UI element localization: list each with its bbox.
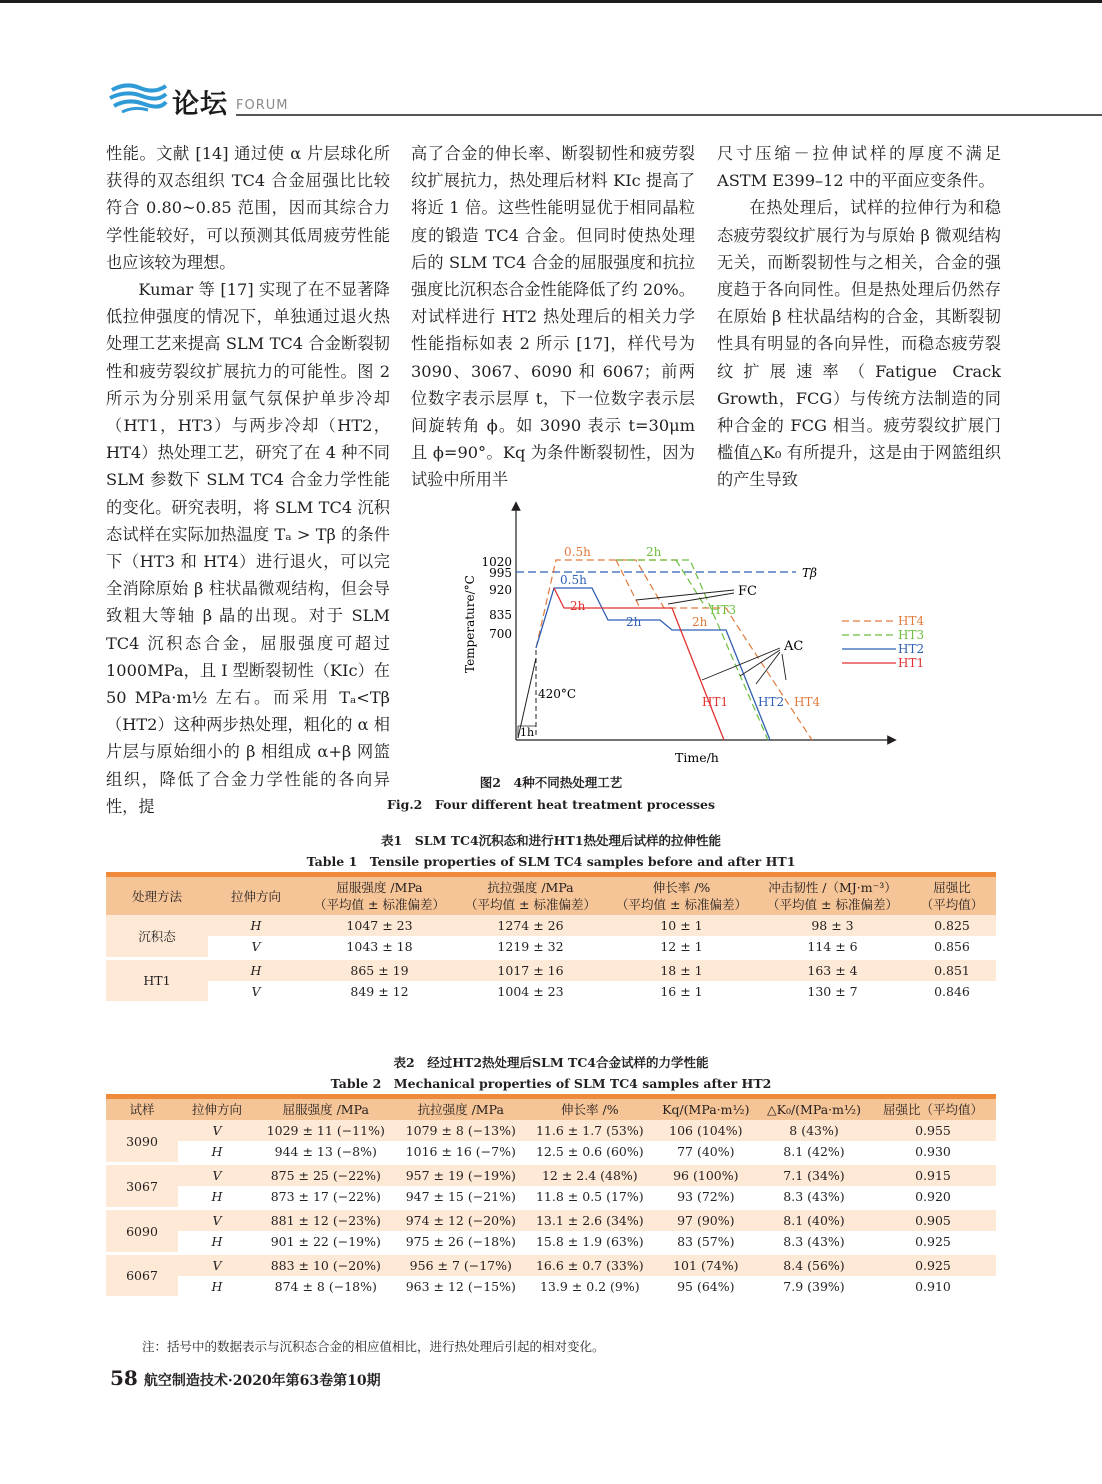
table-cell: 98 ± 3 [757, 915, 908, 936]
table-cell: 12 ± 1 [606, 936, 757, 959]
table-header: 抗拉强度 /MPa （平均值 ± 标准偏差） [455, 875, 606, 916]
table-cell: 101 (74%) [654, 1254, 758, 1277]
ht3-label: HT3 [710, 603, 737, 617]
table-cell: 0.910 [870, 1276, 996, 1297]
table-header: 伸长率 /% [526, 1097, 654, 1121]
table-cell: 947 ± 15 (−21%) [396, 1186, 526, 1209]
table-cell: 944 ± 13 (−8%) [256, 1141, 396, 1164]
table-cell: H [208, 959, 304, 982]
table-cell: 8.3 (43%) [758, 1231, 870, 1254]
table-cell: 874 ± 8 (−18%) [256, 1276, 396, 1297]
table-header: 处理方法 [106, 875, 208, 916]
table-cell: V [178, 1164, 256, 1187]
heat-treatment-figure [440, 498, 960, 818]
table-cell: 0.851 [908, 959, 996, 982]
table-cell: 875 ± 25 (−22%) [256, 1164, 396, 1187]
table-header: 抗拉强度 /MPa [396, 1097, 526, 1121]
y-axis-label: Temperature/°C [463, 575, 477, 673]
t-beta-label: Tβ [802, 566, 817, 580]
table-cell: 16 ± 1 [606, 981, 757, 1002]
table-cell: 1029 ± 11 (−11%) [256, 1120, 396, 1141]
table1-caption-cn: 表1 SLM TC4沉积态和进行HT1热处理后试样的拉伸性能 [381, 833, 721, 848]
table-cell: 12 ± 2.4 (48%) [526, 1164, 654, 1187]
paragraph: 在热处理后，试样的拉伸行为和稳态疲劳裂纹扩展行为与原始 β 微观结构无关，而断裂韧性与之相关，合金的强度趋于各向同性。但是热处理后仍然存在原始 β 柱状晶结构的合金，其断裂韧性具有明显的各向异性，而稳态疲劳裂纹扩展速率（Fatigue Crack Growth，FCG）与传统方法制造的同种合金的 FCG 相当。疲劳裂纹扩展门槛值△K₀ 有所提升，这是由于网篮组织的产生导致 [717, 198, 1001, 490]
table-cell: 106 (104%) [654, 1120, 758, 1141]
table-cell: 8.4 (56%) [758, 1254, 870, 1277]
table-cell: 11.8 ± 0.5 (17%) [526, 1186, 654, 1209]
table-cell: 881 ± 12 (−23%) [256, 1209, 396, 1232]
dwell-05h-label: 0.5h [564, 545, 591, 559]
group-cell: 6067 [106, 1254, 178, 1298]
table-cell: H [178, 1231, 256, 1254]
table-cell: 975 ± 26 (−18%) [396, 1231, 526, 1254]
page-footer [110, 1366, 381, 1390]
table-cell: 0.925 [870, 1254, 996, 1277]
table-header: 冲击韧性 /（MJ·m⁻³） （平均值 ± 标准偏差） [757, 875, 908, 916]
ac-pointer [782, 654, 786, 680]
table-header: 拉伸方向 [178, 1097, 256, 1121]
text-column-3 [717, 140, 1001, 494]
table-cell: 10 ± 1 [606, 915, 757, 936]
table-cell: 95 (64%) [654, 1276, 758, 1297]
table-cell: V [178, 1254, 256, 1277]
table2-body [106, 1120, 996, 1297]
table-row [106, 1254, 996, 1277]
page-number: 58 [110, 1366, 138, 1390]
group-cell: 3090 [106, 1120, 178, 1164]
table-cell: 77 (40%) [654, 1141, 758, 1164]
table-cell: 1079 ± 8 (−13%) [396, 1120, 526, 1141]
table1-caption-en: Table 1 Tensile properties of SLM TC4 samples before and after HT1 [306, 854, 796, 869]
table-cell: 0.955 [870, 1120, 996, 1141]
table-cell: V [208, 981, 304, 1002]
header-rule [236, 114, 1102, 116]
y-tick-label: 995 [489, 566, 512, 580]
table-cell: 8.1 (42%) [758, 1141, 870, 1164]
table-header: Kq/(MPa·m½) [654, 1097, 758, 1121]
ht1-end-label: HT1 [702, 695, 729, 709]
table-cell: 7.9 (39%) [758, 1276, 870, 1297]
table-header: 屈服强度 /MPa [256, 1097, 396, 1121]
table2-caption-en: Table 2 Mechanical properties of SLM TC4 samples after HT2 [330, 1076, 772, 1091]
table-cell: 13.1 ± 2.6 (34%) [526, 1209, 654, 1232]
table-cell: H [178, 1276, 256, 1297]
table-cell: 956 ± 7 (−17%) [396, 1254, 526, 1277]
table-row [106, 1209, 996, 1232]
text-column-2 [411, 140, 695, 494]
table-cell: 18 ± 1 [606, 959, 757, 982]
ac-pointer [740, 650, 780, 676]
ht4-end-label: HT4 [794, 695, 821, 709]
table-cell: 865 ± 19 [304, 959, 455, 982]
dwell-2h-label-blue: 2h [626, 615, 642, 629]
legend-label: HT2 [898, 642, 925, 656]
table1 [106, 872, 996, 1004]
ac-label: AC [784, 639, 804, 654]
table-cell: 130 ± 7 [757, 981, 908, 1002]
dwell-05h-label-blue: 0.5h [560, 573, 587, 587]
table-header: 屈服强度 /MPa （平均值 ± 标准偏差） [304, 875, 455, 916]
table-row [106, 981, 996, 1002]
table-cell: 93 (72%) [654, 1186, 758, 1209]
table2-caption-cn: 表2 经过HT2热处理后SLM TC4合金试样的力学性能 [393, 1055, 709, 1070]
table-cell: H [208, 915, 304, 936]
paragraph: 性能。文献 [14] 通过使 α 片层球化所获得的双态组织 TC4 合金屈强比比较符合 0.80~0.85 范围，因而其综合力学性能较好，可以预测其低周疲劳性能也应该较为理想。 [106, 144, 390, 272]
text-column-1 [106, 140, 390, 820]
table-cell: 15.8 ± 1.9 (63%) [526, 1231, 654, 1254]
table-cell: 0.825 [908, 915, 996, 936]
table-header-row [106, 1097, 996, 1121]
table-row [106, 936, 996, 959]
table-header: 试样 [106, 1097, 178, 1121]
paragraph: Kumar 等 [17] 实现了在不显著降低拉伸强度的情况下，单独通过退火热处理工艺来提高 SLM TC4 合金断裂韧性和疲劳裂纹扩展抗力的可能性。图 2 所示为分别采用氩气氛保护单步冷却（HT1，HT3）与两步冷却（HT2，HT4）热处理工艺，研究了在 4 种不同 SLM 参数下 SLM TC4 合金力学性能的变化。研究表明，将 SLM TC4 沉积态试样在实际加热温度 Tₐ > Tβ 的条件下（HT3 和 HT4）进行退火，可以完全消除原始 β 柱状晶微观结构，但会导致粗大等轴 β 晶的出现。对于 SLM TC4 沉积态合金，屈服强度可超过 1000MPa，且 I 型断裂韧性（KIc）在 50 MPa·m½ 左右。而采用 Tₐ<Tβ（HT2）这种两步热处理，粗化的 α 相片层与原始细小的 β 相组成 α+β 网篮组织，降低了合金力学性能的各向异性，提 [106, 280, 390, 816]
dwell-2h-label: 2h [646, 545, 662, 559]
x-axis-label: Time/h [675, 750, 719, 765]
table-cell: 11.6 ± 1.7 (53%) [526, 1120, 654, 1141]
table-cell: 96 (100%) [654, 1164, 758, 1187]
table-row [106, 915, 996, 936]
legend-label: HT4 [898, 614, 925, 628]
table-cell: 0.925 [870, 1231, 996, 1254]
legend-label: HT3 [898, 628, 925, 642]
table-row [106, 1164, 996, 1187]
ht3-branch [676, 560, 706, 608]
table-cell: 873 ± 17 (−22%) [256, 1186, 396, 1209]
group-cell: 沉积态 [106, 915, 208, 959]
paragraph: 高了合金的伸长率、断裂韧性和疲劳裂纹扩展抗力，热处理后材料 KIc 提高了将近 1 倍。这些性能明显优于相同晶粒度的锻造 TC4 合金。但同时使热处理后的 SLM TC4 合金的屈服强度和抗拉强度比沉积态合金性能降低了约 20%。对试样进行 HT2 热处理后的相关力学性能指标如表 2 所示 [17]，样代号为 3090、3067、6090 和 6067；前两位数字表示层厚 t，下一位数字表示层间旋转角 ϕ。如 3090 表示 t=30μm 且 ϕ=90°。Kq 为条件断裂韧性，因为试验中所用半 [411, 144, 695, 490]
1h-label: 1h [520, 726, 535, 739]
table-header: 屈强比（平均值） [870, 1097, 996, 1121]
table-cell: V [178, 1120, 256, 1141]
table-cell: 1004 ± 23 [455, 981, 606, 1002]
section-header [108, 78, 1008, 118]
table-cell: 13.9 ± 0.2 (9%) [526, 1276, 654, 1297]
table-cell: 12.5 ± 0.6 (60%) [526, 1141, 654, 1164]
heat-treatment-diagram [440, 498, 960, 768]
table-header: 拉伸方向 [208, 875, 304, 916]
legend-label: HT1 [898, 656, 925, 670]
table-cell: 83 (57%) [654, 1231, 758, 1254]
table-cell: 0.856 [908, 936, 996, 959]
table-row [106, 1120, 996, 1141]
table-cell: 1016 ± 16 (−7%) [396, 1141, 526, 1164]
table-row [106, 1141, 996, 1164]
table-cell: 7.1 (34%) [758, 1164, 870, 1187]
table-cell: H [178, 1186, 256, 1209]
table-cell: 97 (90%) [654, 1209, 758, 1232]
table-cell: 0.930 [870, 1141, 996, 1164]
table-cell: 0.846 [908, 981, 996, 1002]
dwell-2h-label-orange: 2h [692, 615, 708, 629]
table-cell: 8.3 (43%) [758, 1186, 870, 1209]
group-cell: 6090 [106, 1209, 178, 1254]
y-tick-label: 1020 [481, 555, 512, 569]
ht4-branch [616, 560, 640, 608]
forum-logo-icon [108, 80, 168, 114]
table-cell: 963 ± 12 (−15%) [396, 1276, 526, 1297]
table-cell: 1219 ± 32 [455, 936, 606, 959]
table-cell: 8 (43%) [758, 1120, 870, 1141]
table-header: △K₀/(MPa·m½) [758, 1097, 870, 1121]
table2 [106, 1094, 996, 1299]
table-row [106, 959, 996, 982]
table-cell: 957 ± 19 (−19%) [396, 1164, 526, 1187]
fc-label: FC [738, 584, 757, 599]
table-cell: V [208, 936, 304, 959]
table-cell: 1047 ± 23 [304, 915, 455, 936]
table-row [106, 1186, 996, 1209]
table-cell: 1043 ± 18 [304, 936, 455, 959]
table-row [106, 1276, 996, 1297]
y-tick-label: 835 [489, 608, 512, 622]
group-cell: 3067 [106, 1164, 178, 1209]
y-tick-label: 920 [489, 583, 512, 597]
journal-name: 航空制造技术·2020年第63卷第10期 [143, 1373, 381, 1389]
table-cell: 114 ± 6 [757, 936, 908, 959]
preheat-temp-label: 420°C [538, 687, 577, 701]
y-tick-label: 700 [489, 627, 512, 641]
table-row [106, 1231, 996, 1254]
top-rule [0, 0, 1102, 3]
table-header: 屈强比 （平均值） [908, 875, 996, 916]
ht4-curve [536, 560, 812, 740]
table-cell: V [178, 1209, 256, 1232]
table-cell: 0.920 [870, 1186, 996, 1209]
table-cell: 883 ± 10 (−20%) [256, 1254, 396, 1277]
table-cell: 8.1 (40%) [758, 1209, 870, 1232]
table-note: 注：括号中的数据表示与沉积态合金的相应值相比，进行热处理后引起的相对变化。 [142, 1339, 605, 1354]
figure-caption-en: Fig.2 Four different heat treatment processes [386, 797, 716, 812]
figure-caption-cn: 图2 4种不同热处理工艺 [479, 775, 623, 790]
table-cell: 16.6 ± 0.7 (33%) [526, 1254, 654, 1277]
table-cell: 1017 ± 16 [455, 959, 606, 982]
ht2-end-label: HT2 [758, 695, 785, 709]
table-cell: 0.905 [870, 1209, 996, 1232]
table-cell: H [178, 1141, 256, 1164]
group-cell: HT1 [106, 959, 208, 1003]
paragraph: 尺寸压缩－拉伸试样的厚度不满足 ASTM E399–12 中的平面应变条件。 [717, 144, 1001, 191]
table-header-row [106, 875, 996, 916]
table-cell: 901 ± 22 (−19%) [256, 1231, 396, 1254]
header-title: 论坛 [172, 89, 228, 120]
table-cell: 0.915 [870, 1164, 996, 1187]
table-cell: 849 ± 12 [304, 981, 455, 1002]
table-cell: 1274 ± 26 [455, 915, 606, 936]
dwell-2h-label-red: 2h [570, 599, 586, 613]
table-cell: 163 ± 4 [757, 959, 908, 982]
table-cell: 974 ± 12 (−20%) [396, 1209, 526, 1232]
table-header: 伸长率 /% （平均值 ± 标准偏差） [606, 875, 757, 916]
header-subtitle: FORUM [236, 98, 289, 113]
